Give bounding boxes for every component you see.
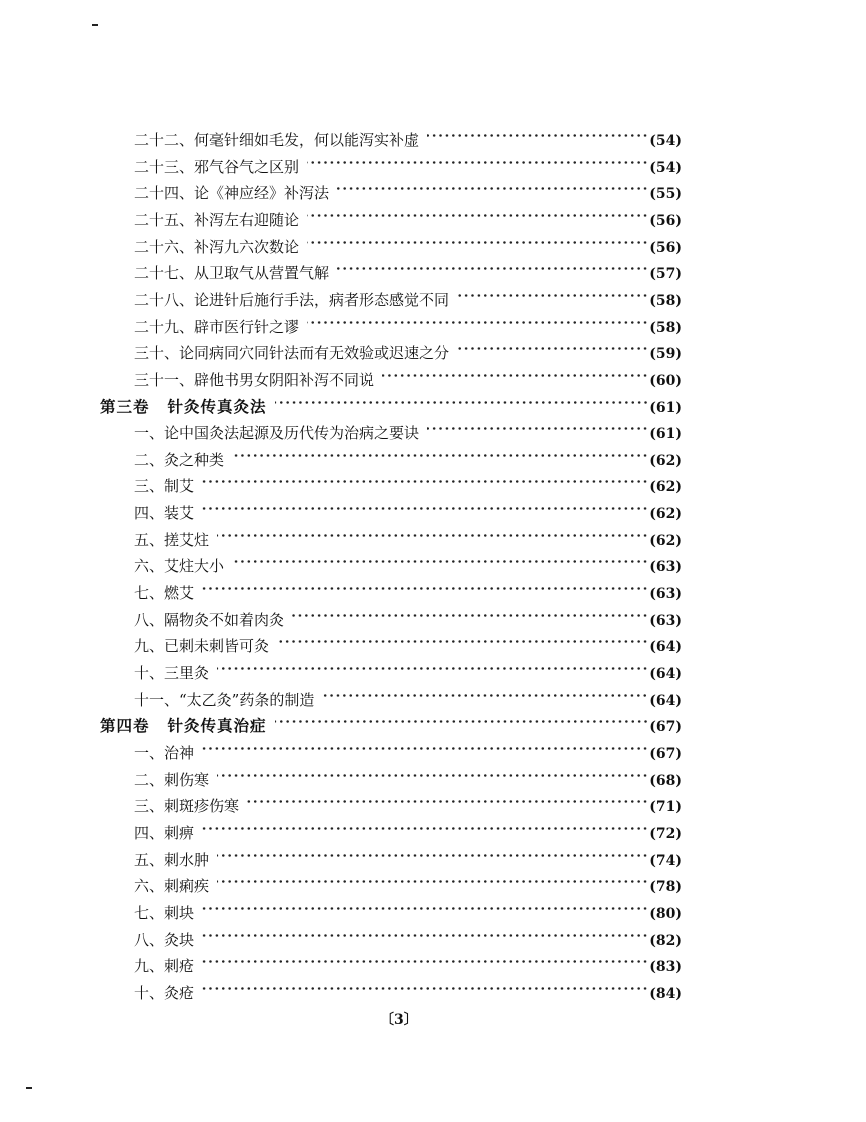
entry-title: 刺痢疾 [164, 877, 210, 896]
toc-entry [134, 759, 682, 789]
entry-title: 灸疮 [164, 983, 195, 1002]
entry-page-number: (62) [649, 479, 682, 496]
dot-leader [202, 732, 648, 758]
entry-number: 七、 [134, 903, 165, 922]
toc-entry [134, 679, 682, 709]
entry-title: 补泻九六次数论 [194, 237, 300, 256]
toc-entry [134, 972, 682, 1002]
dot-leader [307, 306, 648, 332]
dot-leader [457, 332, 648, 358]
toc-entry [134, 359, 682, 389]
entry-number: 六、 [134, 557, 165, 576]
toc-entry [134, 439, 682, 469]
entry-title: 辟他书男女阴阳补泻不同说 [194, 370, 375, 389]
entry-title: 论《神应经》补泻法 [194, 184, 330, 203]
entry-title: 艾炷大小 [164, 557, 225, 576]
toc-entry [134, 545, 682, 576]
entry-title: 论进针后施行手法，病者形态感觉不同 [194, 290, 450, 309]
entry-number: 二十九、 [134, 317, 195, 336]
dot-leader [247, 785, 648, 811]
dot-leader [382, 359, 648, 385]
toc-entry [134, 625, 682, 656]
entry-number: 二十四、 [134, 184, 195, 203]
dot-leader [292, 599, 648, 625]
entry-page-number: (55) [649, 186, 682, 203]
dot-leader [202, 465, 648, 491]
entry-title: 治神 [164, 743, 195, 762]
entry-page-number: (64) [649, 666, 682, 682]
entry-page-number: (60) [649, 372, 682, 389]
entry-page-number: (57) [649, 266, 682, 283]
toc-entry [134, 572, 682, 603]
entry-title: 刺伤寒 [164, 770, 210, 789]
entry-page-number: (62) [649, 532, 682, 549]
dot-leader [427, 412, 648, 438]
entry-title: 刺水肿 [164, 850, 210, 869]
entry-page-number: (64) [649, 639, 682, 656]
entry-page-number: (67) [649, 719, 682, 736]
toc-entry [134, 945, 682, 976]
dot-leader [217, 865, 648, 891]
entry-page-number: (63) [649, 612, 682, 629]
toc-entry [134, 172, 682, 203]
entry-title: 论同病同穴同针法而有无效验或迟速之分 [179, 344, 450, 363]
entry-page-number: (62) [649, 452, 682, 469]
toc-entry [134, 199, 682, 229]
dot-leader [217, 519, 648, 545]
footer-page-number: 〔3〕 [380, 1012, 418, 1028]
toc-volume-heading [100, 386, 682, 416]
entry-page-number: (54) [649, 159, 682, 176]
entry-title: 三里灸 [164, 664, 210, 682]
entry-page-number: (59) [649, 346, 682, 363]
entry-title: 何毫针细如毛发，何以能泻实补虚 [194, 131, 420, 149]
entry-title: 刺疮 [164, 957, 195, 976]
entry-number: 九、 [134, 637, 165, 656]
entry-number: 一、 [134, 743, 165, 762]
dot-leader [202, 812, 648, 838]
entry-number: 五、 [134, 850, 165, 869]
toc-entry [134, 119, 682, 149]
dot-leader [217, 839, 648, 865]
toc-entry [134, 839, 682, 869]
dot-leader [275, 705, 649, 731]
entry-title: 刺痹 [164, 823, 195, 842]
toc-entry [134, 785, 682, 816]
entry-number: 二十八、 [134, 290, 195, 309]
entry-page-number: (58) [649, 319, 682, 336]
entry-page-number: (58) [649, 292, 682, 309]
entry-page-number: (67) [649, 745, 682, 762]
volume-title: 针灸传真灸法 [167, 397, 267, 416]
entry-number: 十一、 [134, 690, 180, 709]
dot-leader [202, 572, 648, 598]
entry-page-number: (61) [649, 426, 682, 443]
entry-number: 二、 [134, 450, 165, 469]
entry-number: 三十、 [134, 344, 180, 363]
entry-page-number: (74) [649, 852, 682, 869]
entry-title: 刺块 [164, 903, 195, 922]
entry-title: 刺斑疹伤寒 [164, 797, 240, 816]
toc-entry [134, 519, 682, 549]
toc-volume-heading [100, 705, 682, 736]
entry-title: 已刺未刺皆可灸 [164, 637, 270, 656]
toc-entry [134, 226, 682, 256]
entry-title: 隔物灸不如着肉灸 [164, 610, 285, 629]
dot-leader [217, 759, 648, 785]
entry-page-number: (64) [649, 692, 682, 709]
dot-leader [337, 252, 648, 278]
toc-entry [134, 812, 682, 842]
entry-page-number: (63) [649, 586, 682, 603]
dot-leader [275, 386, 649, 412]
toc-entry [134, 412, 682, 443]
entry-number: 三、 [134, 797, 165, 816]
entry-page-number: (54) [649, 133, 682, 149]
toc-entry [134, 599, 682, 629]
dot-leader [202, 492, 648, 518]
dot-leader [202, 945, 648, 971]
dot-leader [202, 892, 648, 918]
entry-page-number: (68) [649, 772, 682, 789]
entry-page-number: (61) [649, 399, 682, 416]
dot-leader [307, 226, 648, 252]
entry-title: 从卫取气从营置气解 [194, 264, 330, 283]
entry-number: 三、 [134, 477, 165, 496]
volume-title: 针灸传真治症 [167, 717, 267, 736]
entry-title: 辟市医行针之谬 [194, 317, 300, 336]
dot-leader [202, 919, 648, 945]
volume-number: 第四卷 [100, 717, 150, 736]
entry-number: 二十五、 [134, 210, 195, 229]
entry-title: 论中国灸法起源及历代传为治病之要诀 [164, 424, 420, 443]
toc-entry [134, 146, 682, 176]
entry-number: 四、 [134, 504, 165, 523]
entry-number: 二十三、 [134, 157, 195, 176]
entry-page-number: (63) [649, 559, 682, 576]
entry-title: “太乙灸”药条的制造 [179, 690, 315, 709]
entry-number: 二、 [134, 770, 165, 789]
toc-entry [134, 306, 682, 336]
entry-page-number: (83) [649, 959, 682, 976]
scan-mark-bottom [26, 1087, 32, 1089]
entry-number: 三十一、 [134, 370, 195, 389]
entry-title: 灸之种类 [164, 450, 225, 469]
toc-entry [134, 892, 682, 922]
entry-number: 八、 [134, 930, 165, 949]
entry-page-number: (62) [649, 506, 682, 523]
entry-page-number: (78) [649, 879, 682, 896]
toc-entry [134, 465, 682, 496]
dot-leader [307, 146, 648, 172]
toc-entry [134, 332, 682, 363]
dot-leader [277, 625, 648, 651]
entry-title: 制艾 [164, 477, 195, 496]
entry-page-number: (71) [649, 799, 682, 816]
entry-number: 四、 [134, 823, 165, 842]
entry-number: 五、 [134, 530, 165, 549]
entry-page-number: (72) [649, 825, 682, 842]
toc-entry [134, 865, 682, 896]
toc-entry [134, 919, 682, 949]
entry-page-number: (84) [649, 985, 682, 1002]
entry-number: 二十六、 [134, 237, 195, 256]
entry-number: 十、 [134, 664, 165, 682]
entry-number: 二十二、 [134, 131, 195, 149]
toc-entry [134, 252, 682, 283]
entry-number: 二十七、 [134, 264, 195, 283]
toc-entry [134, 492, 682, 523]
scan-mark-top [92, 24, 98, 26]
dot-leader [322, 679, 648, 705]
entry-page-number: (56) [649, 239, 682, 256]
dot-leader [307, 199, 648, 225]
dot-leader [232, 439, 648, 465]
dot-leader [337, 172, 648, 198]
toc-entry [134, 652, 682, 682]
entry-page-number: (82) [649, 932, 682, 949]
dot-leader [427, 119, 648, 145]
entry-number: 九、 [134, 957, 165, 976]
entry-number: 六、 [134, 877, 165, 896]
toc-entry [134, 732, 682, 762]
entry-title: 邪气谷气之区别 [194, 157, 300, 176]
entry-title: 装艾 [164, 504, 195, 523]
entry-title: 燃艾 [164, 584, 195, 603]
entry-page-number: (80) [649, 905, 682, 922]
toc-entry [134, 279, 682, 309]
entry-number: 十、 [134, 983, 165, 1002]
dot-leader [202, 972, 648, 998]
entry-title: 灸块 [164, 930, 195, 949]
entry-page-number: (56) [649, 212, 682, 229]
entry-title: 补泻左右迎随论 [194, 210, 300, 229]
dot-leader [232, 545, 648, 571]
volume-number: 第三卷 [100, 397, 150, 416]
entry-number: 八、 [134, 610, 165, 629]
dot-leader [217, 652, 648, 678]
entry-number: 一、 [134, 424, 165, 443]
entry-title: 搓艾炷 [164, 530, 210, 549]
dot-leader [457, 279, 648, 305]
entry-number: 七、 [134, 584, 165, 603]
